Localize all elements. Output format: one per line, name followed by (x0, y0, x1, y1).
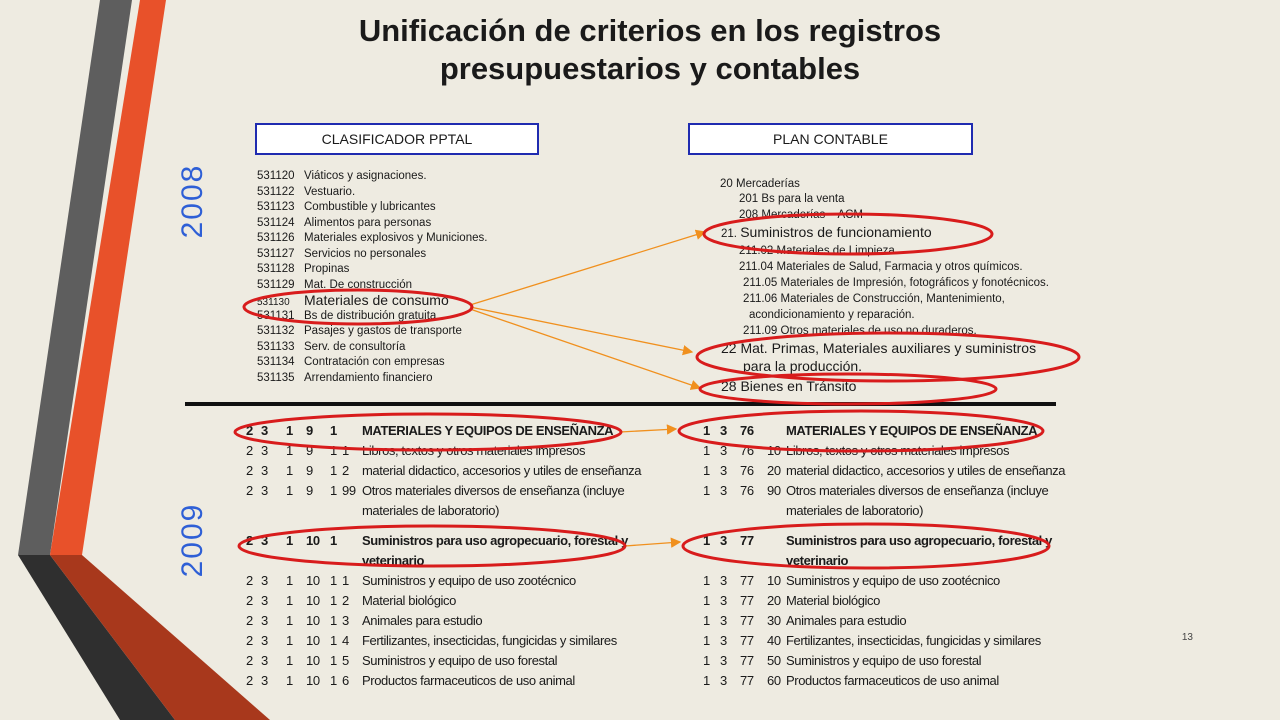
clasificador-2009-code: 1 (286, 443, 293, 458)
plan-2009-code: 20 (767, 463, 781, 478)
clasificador-2009-code: 2 (246, 673, 253, 688)
clasificador-2009-code: 1 (330, 673, 337, 688)
clasificador-2009-code: 1 (330, 443, 337, 458)
clasificador-2009-code: 6 (342, 673, 349, 688)
plan-2009-code: 3 (720, 573, 727, 588)
plan-2009-code: 3 (720, 653, 727, 668)
plan-2009-code: 77 (740, 613, 754, 628)
clasificador-2009-code: 1 (330, 423, 337, 438)
ellipse-materiales-equipos-left (235, 414, 621, 450)
arrow-to-bienes-transito (470, 309, 700, 388)
clasificador-2009-text: Otros materiales diversos de enseñanza (incluye (362, 483, 625, 498)
clasificador-2009-code: 2 (246, 423, 253, 438)
clasificador-2009-code: 3 (261, 533, 268, 548)
item-text: Combustible y lubricantes (304, 201, 436, 213)
plan-2009-text: Productos farmaceuticos de uso animal (786, 673, 999, 688)
clasificador-2009-code: 3 (261, 483, 268, 498)
plan-2009-code: 10 (767, 443, 781, 458)
item-code: 531135 (257, 371, 295, 384)
plan-2009-code: 3 (720, 443, 727, 458)
clasificador-2009-text: Suministros y equipo de uso zootécnico (362, 573, 576, 588)
plan-2009-text: MATERIALES Y EQUIPOS DE ENSEÑANZA (786, 423, 1038, 438)
plan-contable-box: PLAN CONTABLE (688, 123, 973, 155)
plan-2008-line: 211.05 Materiales de Impresión, fotográficos y fonotécnicos. (743, 277, 1049, 289)
clasificador-2009-text: MATERIALES Y EQUIPOS DE ENSEÑANZA (362, 423, 614, 438)
clasificador-2009-code: 2 (246, 613, 253, 628)
clasificador-2009-code: 4 (342, 633, 349, 648)
plan-2009-code: 1 (703, 653, 710, 668)
year-label-2008: 2008 (176, 163, 209, 239)
clasificador-2009-code: 1 (330, 483, 337, 498)
plan-2009-code: 1 (703, 533, 710, 548)
item-text: Alimentos para personas (304, 216, 432, 229)
clasificador-2009-text: Fertilizantes, insecticidas, fungicidas y similares (362, 633, 617, 648)
item-code: 531131 (257, 309, 295, 322)
plan-2009-text: Suministros para uso agropecuario, forestal y (786, 533, 1052, 548)
item-text: Serv. de consultoría (304, 340, 406, 353)
clasificador-2009-code: 2 (246, 443, 253, 458)
clasificador-2009-code: 2 (246, 653, 253, 668)
plan-2009-text: materiales de laboratorio) (786, 503, 924, 518)
clasificador-2009-code: 99 (342, 483, 356, 498)
plan-2009-code: 77 (740, 673, 754, 688)
plan-2009-code: 1 (703, 613, 710, 628)
plan-2009-code: 76 (740, 463, 754, 478)
plan-2008-line: 22 Mat. Primas, Materiales auxiliares y suministros (721, 340, 1037, 356)
clasificador-2009-code: 1 (286, 483, 293, 498)
clasificador-2009-code: 1 (286, 423, 293, 438)
clasificador-2009-code: 1 (286, 593, 293, 608)
clasificador-2009-code: 3 (261, 653, 268, 668)
item-text: Servicios no personales (304, 247, 427, 260)
clasificador-2009-code: 10 (306, 673, 320, 688)
item-code: 531124 (257, 216, 295, 229)
plan-2009-text: material didactico, accesorios y utiles de enseñanza (786, 463, 1066, 478)
ellipse-bienes-transito (700, 374, 996, 404)
plan-2009-code: 30 (767, 613, 781, 628)
clasificador-2009-code: 3 (261, 593, 268, 608)
item-text: Contratación con empresas (304, 356, 445, 368)
plan-2008-code: 21. (721, 228, 737, 240)
plan-2009-code: 1 (703, 423, 710, 438)
clasificador-2009-text: material didactico, accesorios y utiles de enseñanza (362, 463, 642, 478)
plan-2008-line: acondicionamiento y reparación. (749, 309, 915, 321)
plan-2009-code: 3 (720, 533, 727, 548)
plan-2009-code: 1 (703, 573, 710, 588)
plan-2009-text: veterinario (786, 553, 849, 568)
clasificador-2009-code: 3 (261, 673, 268, 688)
clasificador-2009-text: Animales para estudio (362, 613, 483, 628)
clasificador-2009-code: 10 (306, 593, 320, 608)
clasificador-2009-code: 2 (342, 593, 349, 608)
plan-2009-code: 3 (720, 423, 727, 438)
clasificador-2009-code: 1 (330, 653, 337, 668)
clasificador-2009-text: Libros, textos y otros materiales impresos (362, 443, 586, 458)
item-code: 531130 (257, 297, 290, 308)
clasificador-2009-code: 5 (342, 653, 349, 668)
clasificador-2009-code: 1 (330, 633, 337, 648)
plan-2008-line: 20 Mercaderías (720, 178, 800, 190)
clasificador-2009-code: 3 (261, 423, 268, 438)
clasificador-2009-code: 10 (306, 653, 320, 668)
plan-2008-line: 211.02 Materiales de Limpieza (739, 245, 895, 257)
plan-2009-code: 77 (740, 633, 754, 648)
clasificador-2009-code: 3 (261, 613, 268, 628)
clasificador-2009-code: 1 (286, 463, 293, 478)
clasificador-2009-code: 9 (306, 463, 313, 478)
plan-2008-line: 201 Bs para la venta (739, 193, 845, 205)
clasificador-2009-code: 2 (246, 483, 253, 498)
plan-2009-code: 1 (703, 673, 710, 688)
clasificador-2009-code: 1 (286, 633, 293, 648)
ellipse-materiales-equipos-right (679, 411, 1043, 451)
clasificador-2009-code: 1 (286, 613, 293, 628)
plan-2008-text: Suministros de funcionamiento (740, 224, 932, 240)
clasificador-2009-code: 1 (330, 593, 337, 608)
plan-2009-code: 1 (703, 463, 710, 478)
item-code: 531122 (257, 185, 295, 198)
item-code: 531134 (257, 356, 295, 368)
plan-2009-code: 76 (740, 443, 754, 458)
clasificador-2009-code: 1 (330, 463, 337, 478)
plan-2009-text: Fertilizantes, insecticidas, fungicidas y similares (786, 633, 1041, 648)
clasificador-2009-code: 10 (306, 533, 320, 548)
clasificador-2009-code: 1 (286, 573, 293, 588)
plan-2009-code: 20 (767, 593, 781, 608)
plan-2009-code: 50 (767, 653, 781, 668)
plan-2009-code: 1 (703, 443, 710, 458)
plan-2008-line: 211.06 Materiales de Construcción, Mantenimiento, (743, 293, 1005, 305)
item-text: Arrendamiento financiero (304, 371, 433, 384)
plan-2009-code: 60 (767, 673, 781, 688)
clasificador-2009-code: 1 (330, 533, 337, 548)
page-number: 13 (1181, 632, 1193, 643)
item-code: 531132 (257, 325, 295, 337)
clasificador-2009-text: materiales de laboratorio) (362, 503, 500, 518)
clasificador-2009-code: 2 (246, 593, 253, 608)
clasificador-pptal-box: CLASIFICADOR PPTAL (255, 123, 539, 155)
plan-2009-code: 76 (740, 483, 754, 498)
clasificador-2009-code: 1 (286, 653, 293, 668)
item-code: 531133 (257, 340, 295, 353)
clasificador-2009-code: 9 (306, 443, 313, 458)
clasificador-2009-code: 2 (246, 463, 253, 478)
plan-2009-code: 1 (703, 483, 710, 498)
clasificador-2009-code: 3 (261, 573, 268, 588)
clasificador-2009-code: 10 (306, 573, 320, 588)
clasificador-2009-code: 9 (306, 483, 313, 498)
plan-2008-line: 211.09 Otros materiales de uso no duraderos. (743, 325, 977, 337)
item-text: Propinas (304, 263, 350, 275)
plan-2009-code: 77 (740, 593, 754, 608)
clasificador-2009-text: Productos farmaceuticos de uso animal (362, 673, 575, 688)
plan-2009-code: 40 (767, 633, 781, 648)
plan-2008-line: 208 Mercaderías – ACM (739, 209, 864, 221)
clasificador-2009-code: 1 (342, 573, 349, 588)
clasificador-2009-code: 1 (342, 443, 349, 458)
plan-2009-text: Suministros y equipo de uso forestal (786, 653, 982, 668)
clasificador-2009-code: 2 (246, 533, 253, 548)
title-line-1: Unificación de criterios en los registros (358, 13, 942, 48)
item-code: 531127 (257, 247, 295, 260)
arrow-materiales-2009 (620, 429, 676, 432)
plan-2009-code: 1 (703, 593, 710, 608)
plan-2009-code: 77 (740, 653, 754, 668)
plan-2008-line: 28 Bienes en Tránsito (721, 378, 857, 394)
clasificador-2009-code: 9 (306, 423, 313, 438)
clasificador-2009-code: 1 (286, 533, 293, 548)
plan-2009-text: Animales para estudio (786, 613, 907, 628)
item-text: Viáticos y asignaciones. (304, 170, 427, 182)
arrow-to-mat-primas (470, 307, 692, 352)
clasificador-2009-text: Suministros y equipo de uso forestal (362, 653, 558, 668)
plan-2009-text: Material biológico (786, 593, 880, 608)
item-code: 531123 (257, 201, 295, 213)
item-text: Materiales de consumo (304, 292, 449, 308)
item-text: Bs de distribución gratuita (304, 309, 437, 322)
clasificador-2009-text: Material biológico (362, 593, 456, 608)
clasificador-2009-code: 3 (261, 633, 268, 648)
clasificador-2009-code: 3 (261, 443, 268, 458)
clasificador-2009-code: 10 (306, 613, 320, 628)
plan-2009-code: 77 (740, 533, 754, 548)
clasificador-2009-code: 1 (286, 673, 293, 688)
title-line-2: presupuestarios y contables (439, 51, 861, 86)
clasificador-2009-text: Suministros para uso agropecuario, forestal y (362, 533, 628, 548)
clasificador-2009-code: 1 (330, 613, 337, 628)
arrow-to-suministros (470, 232, 705, 305)
plan-2009-code: 3 (720, 673, 727, 688)
ellipse-suministros-left (239, 526, 625, 566)
item-text: Materiales explosivos y Municiones. (304, 232, 488, 244)
item-text: Mat. De construcción (304, 278, 413, 291)
plan-2009-code: 3 (720, 593, 727, 608)
clasificador-2009-code: 3 (261, 463, 268, 478)
plan-2009-code: 3 (720, 613, 727, 628)
plan-2009-code: 3 (720, 463, 727, 478)
plan-2009-text: Libros, textos y otros materiales impresos (786, 443, 1010, 458)
plan-2009-code: 90 (767, 483, 781, 498)
plan-2009-code: 1 (703, 633, 710, 648)
ellipse-suministros-funcionamiento (704, 214, 992, 254)
arrow-suministros-2009 (625, 542, 680, 546)
clasificador-2009-code: 2 (342, 463, 349, 478)
item-text: Vestuario. (304, 185, 356, 198)
item-code: 531128 (257, 263, 295, 275)
plan-2009-code: 3 (720, 483, 727, 498)
item-code: 531129 (257, 278, 295, 291)
plan-2009-code: 10 (767, 573, 781, 588)
item-code: 531126 (257, 232, 295, 244)
item-code: 531120 (257, 170, 295, 182)
year-label-2009: 2009 (176, 502, 209, 578)
item-text: Pasajes y gastos de transporte (304, 325, 462, 337)
plan-2009-code: 77 (740, 573, 754, 588)
clasificador-2009-code: 3 (342, 613, 349, 628)
clasificador-2009-code: 10 (306, 633, 320, 648)
plan-2009-text: Suministros y equipo de uso zootécnico (786, 573, 1000, 588)
plan-2008-line: 211.04 Materiales de Salud, Farmacia y otros químicos. (739, 261, 1023, 273)
clasificador-2009-code: 1 (330, 573, 337, 588)
clasificador-2009-code: 2 (246, 633, 253, 648)
clasificador-2009-code: 2 (246, 573, 253, 588)
clasificador-2009-text: veterinario (362, 553, 425, 568)
plan-2008-line: para la producción. (743, 358, 863, 374)
ellipse-materiales-consumo (244, 290, 472, 324)
ellipse-suministros-right (683, 524, 1049, 568)
plan-2009-text: Otros materiales diversos de enseñanza (incluye (786, 483, 1049, 498)
plan-2009-code: 3 (720, 633, 727, 648)
plan-2009-code: 76 (740, 423, 754, 438)
